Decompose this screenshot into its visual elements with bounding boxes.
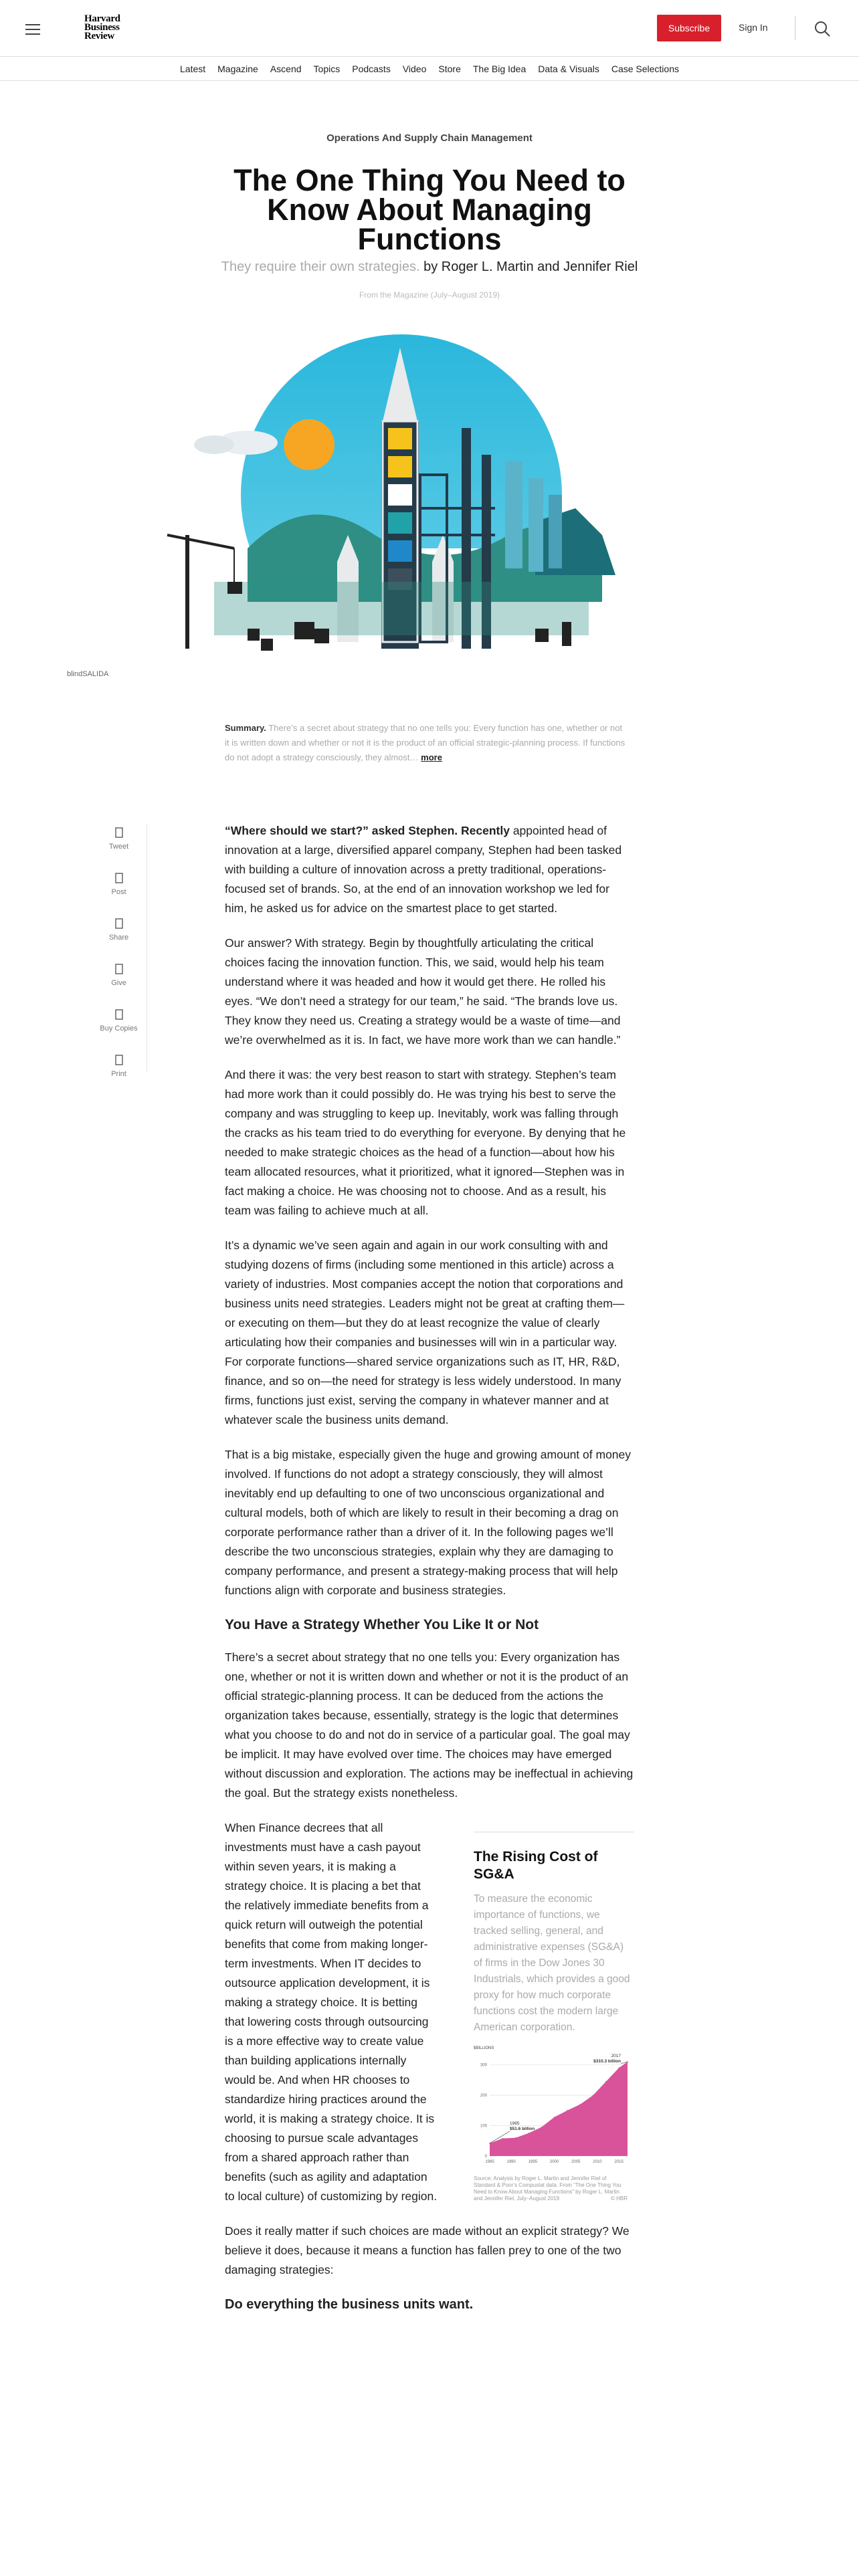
chart-x-tick: 1990 (506, 2160, 516, 2164)
chart-point (502, 2138, 504, 2139)
nav-item-podcasts[interactable]: Podcasts (352, 63, 391, 74)
rail-give-button[interactable] (91, 963, 147, 1006)
print-icon (113, 1054, 125, 1066)
chart-annotation-value: $310.3 billion (593, 2059, 621, 2064)
chart-source-text: Source: Analysis by Roger L. Martin and Jennifer Riel of Standard & Poor’s Compustat data. From “The One Thing You Need to Know About Managing Functions” by Roger L. Martin and Jennifer Riel, July–August 2019 (474, 2175, 622, 2202)
summary-text: There’s a secret about strategy that no one tells you: Every function has one, whether or not it is written down and whether or not it is the product of an official strategic-planning process. If functions do not adopt a strategy consciously, they almost… (225, 723, 626, 762)
nav-item-video[interactable]: Video (402, 63, 427, 74)
chart-source (474, 2175, 628, 2202)
article-title: The One Thing You Need to Know About Managing Functions (233, 163, 626, 256)
hero-illustration (134, 334, 656, 669)
menu-icon[interactable] (25, 24, 40, 36)
paragraph-8: Does it really matter if such choices are made without an explicit strategy? We believe it does, because it means a function has fallen prey to one of the two damaging strategies: (225, 2224, 630, 2276)
nav-item-case-selections[interactable]: Case Selections (611, 63, 679, 74)
paragraph-4: It’s a dynamic we’ve seen again and again in our work consulting with and studying dozens of firms (including some mentioned in this article) across a variety of industries. Most companies accept the notion that corporations and business units need strategies. Leaders might not be great at crafting them—or executing on them—but they do at least recognize the value of clearly articulating how their companies and businesses will win in a particular way. For corporate functions—shared service organizations such as IT, HR, R&D, finance, and so on—the need for strategy is less widely understood. In many firms, functions just exist, serving the company in whatever manner and at whatever scale the business units demand. (225, 1239, 625, 1426)
share-rail (91, 824, 147, 1078)
chart-point (554, 2117, 555, 2118)
chart-point (605, 2081, 607, 2082)
chart-x-tick: 2015 (614, 2160, 624, 2164)
rail-buy-copies-button[interactable] (91, 1008, 147, 1051)
rail-label: Post (111, 888, 126, 896)
chart-annotation-year: 2017 (611, 2054, 621, 2058)
site-header (0, 0, 859, 57)
search-icon[interactable] (814, 20, 831, 37)
sidebar-text: To measure the economic importance of functions, we tracked selling, general, and administrative expenses (SG&A) of firms in the Dow Jones 30 Industrials, which provides a good proxy for how much corporate functions cost the modern large American corporation. (474, 1893, 630, 2033)
rail-label: Tweet (108, 843, 129, 851)
hbr-brand-mark: © HBR (610, 2195, 628, 2202)
rail-tweet-button[interactable] (91, 827, 147, 869)
nav-item-latest[interactable]: Latest (180, 63, 206, 74)
hbr-logo[interactable]: Harvard Business Review (84, 13, 120, 41)
chart-point (579, 2104, 581, 2105)
rail-label: Buy Copies (100, 1025, 138, 1033)
article-dek: They require their own strategies. (221, 259, 420, 274)
nav-item-store[interactable]: Store (438, 63, 461, 74)
chart-point (528, 2133, 529, 2134)
chart-point (593, 2095, 594, 2096)
chart-point (541, 2127, 542, 2128)
chart-x-tick: 1995 (528, 2160, 538, 2164)
nav-item-the-big-idea[interactable]: The Big Idea (472, 63, 527, 74)
subsection-heading: Do everything the business units want. (225, 2297, 474, 2312)
chart-y-tick: 200 (480, 2094, 487, 2099)
paragraph-2: Our answer? With strategy. Begin by thoughtfully articulating the critical choices facing the innovation function. This, we said, would help his team understand where it was headed and how it would get there. He rolled his eyes. “We don’t need a strategy for our team,” he said. “The brands love us. They know they need us. Creating a strategy would be a waste of time—and we’re overwhelmed as it is. In fact, we have more work than we can handle.” (225, 936, 621, 1047)
body-with-sidebar (225, 1818, 634, 2206)
article-body (225, 821, 634, 2315)
paragraph-1-text: appointed head of innovation at a large, diversified apparel company, Stephen had been tasked with building a culture of innovation across a pretty traditional, operations-focused set of brands. So, at the end of an innovation workshop we led for him, he asked us for advice on the smartest place to get started. (225, 824, 622, 915)
rail-post-button[interactable] (91, 872, 147, 915)
summary-label: Summary. (225, 723, 266, 733)
chart-annotation-value: $51.6 billion (510, 2126, 535, 2131)
article-authors: by Roger L. Martin and Jennifer Riel (423, 259, 638, 274)
chart-y-tick: 100 (480, 2124, 487, 2129)
linkedin-icon (113, 872, 125, 884)
chart-y-tick: 0 (484, 2155, 487, 2159)
sidebar-title: The Rising Cost of SG&A (474, 1849, 598, 1882)
chart-point (618, 2067, 619, 2068)
chart-x-tick: 2005 (571, 2160, 581, 2164)
copies-icon (113, 1008, 125, 1021)
rail-label: Give (111, 979, 126, 987)
facebook-icon (113, 918, 125, 930)
nav-item-topics[interactable]: Topics (313, 63, 341, 74)
chart-x-tick: 1985 (485, 2160, 494, 2164)
chart-x-tick: 2010 (593, 2160, 602, 2164)
paragraph-6: There’s a secret about strategy that no one tells you: Every organization has one, whether or not it is written down and whether or not it is the product of an official strategic-planning process. It can be deduced from the actions the organization takes because, essentially, strategy is the logic that determines what you choose to do and not do in service of a particular goal. The goal may be implicit. It may have evolved over time. The choices may have emerged without discussion and exploration. The actions may be ineffectual in achieving the goal. But the strategy exists nonetheless. (225, 1650, 634, 1800)
rail-share-button[interactable] (91, 918, 147, 960)
issue-label[interactable]: From the Magazine (July–August 2019) (359, 290, 500, 300)
nav-item-data-visuals[interactable]: Data & Visuals (538, 63, 599, 74)
nav-item-magazine[interactable]: Magazine (217, 63, 258, 74)
rail-label: Print (111, 1070, 126, 1078)
chart-y-label: $BILLIONS (474, 2046, 494, 2050)
rail-label: Share (108, 934, 129, 942)
twitter-icon (113, 827, 125, 839)
rail-print-button[interactable] (91, 1054, 147, 1097)
gift-icon (113, 963, 125, 975)
section-heading: You Have a Strategy Whether You Like It or Not (225, 1617, 539, 1632)
chart-area-series (490, 2062, 628, 2156)
paragraph-3: And there it was: the very best reason to start with strategy. Stephen’s team had more work than it could possibly do. He was trying his best to serve the company and was struggling to keep up. Inevitably, work was falling through the cracks as his team tried to do everything for everyone. By denying that he needed to make strategic choices as the head of a function—about how his team allocated resources, what it prioritized, what it ignored—Stephen was in fact making a choice. He was choosing not to choose. And as a result, his team was failing to achieve much at all. (225, 1068, 626, 1217)
image-credit: blindSALIDA (67, 670, 109, 678)
byline (0, 259, 859, 275)
paragraph-1 (225, 821, 634, 918)
chart-point (567, 2110, 568, 2111)
sidebar-exhibit (474, 1832, 634, 2206)
paragraph-1-lead: “Where should we start?” asked Stephen. Recently (225, 824, 510, 837)
chart-x-tick: 2000 (549, 2160, 559, 2164)
paragraph-7: When Finance decrees that all investments must have a cash payout within seven years, it is making a strategy choice. It is placing a bet that the relatively immediate benefits from a quick return will outweigh the potential benefits that come from making longer-term investments. When IT decides to outsource application development, it is making a strategy choice. It is betting that lowering costs through outsourcing is a more effective way to create value than building applications internally would be. And when HR chooses to standardize hiring practices around the world, it is making a strategy choice. It is choosing to pursue scale advantages from a shared approach rather than benefits (such as agility and adaptation to local culture) of customizing by region. (225, 1821, 438, 2203)
topic-kicker[interactable]: Operations And Supply Chain Management (326, 132, 533, 144)
chart-y-tick: 300 (480, 2063, 487, 2068)
nav-item-ascend[interactable]: Ascend (270, 63, 302, 74)
chart-annotation-year: 1985 (510, 2121, 520, 2126)
subscribe-button[interactable]: Subscribe (657, 15, 721, 41)
sign-in-link[interactable]: Sign In (739, 22, 768, 33)
summary-more-link[interactable]: more (421, 752, 442, 762)
main-nav (0, 57, 859, 81)
sga-area-chart[interactable] (474, 2042, 634, 2169)
chart-point (515, 2137, 516, 2139)
paragraph-5: That is a big mistake, especially given the huge and growing amount of money involved. If functions do not adopt a strategy consciously, they will almost inevitably end up defaulting to one of two unconscious organizational and cultural models, both of which are likely to result in their becoming a drag on corporate performance rather than a driver of it. In the following pages we’ll describe the two unconscious strategies, explain why they are damaging to company performance, and present a strategy-making process that will help functions align with corporate and business strategies. (225, 1448, 632, 1597)
article-summary (225, 721, 626, 765)
